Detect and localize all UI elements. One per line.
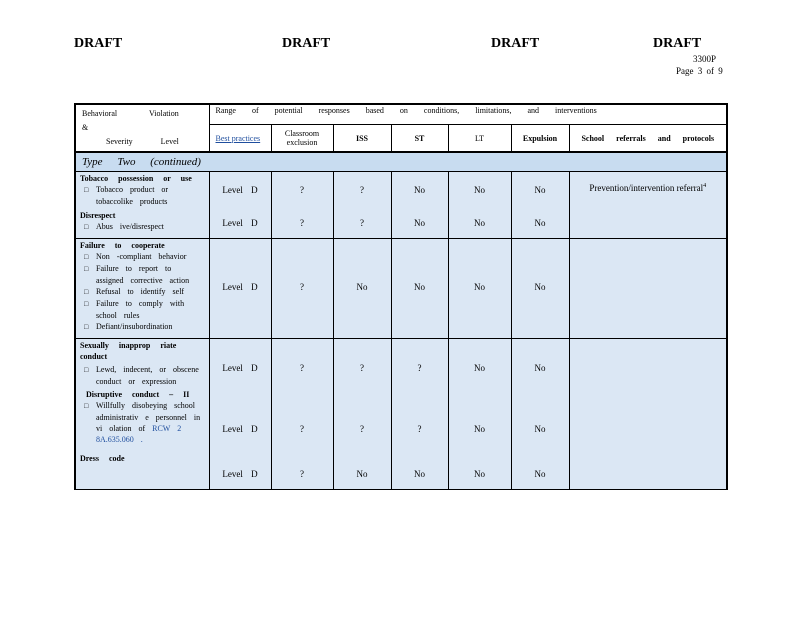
rcw-reference: RCW 2 8A.635.060 . [96,424,182,444]
disruptive-iss: ? [360,424,364,434]
col-st: ST [391,125,448,153]
row1-best-practices-cell [209,172,271,239]
row1-lt-cell [448,172,511,239]
dress-code-title: Dress code [80,454,125,463]
row2-st-cell [391,239,448,339]
failure-level: Level D [222,282,258,292]
row1-behavior-cell [75,172,209,239]
col-iss: ISS [333,125,391,153]
row3-expulsion-cell [511,339,569,490]
col-classroom-exclusion: Classroom exclusion [271,125,333,153]
sexual-conduct-st: ? [417,363,422,373]
draft-label-1: DRAFT [74,36,123,51]
dress-code-expulsion: No [534,469,546,479]
tobacco-st: No [414,185,425,195]
col-expulsion: Expulsion [511,125,569,153]
sexual-conduct-lt: No [474,363,485,373]
referral-text: Prevention/intervention referral [589,183,704,193]
range-header: Range of potential responses based on conditions, limitations, and interventions [209,104,727,125]
page-info: Page 3 of 9 [676,66,723,76]
row3-behavior-cell [75,339,209,490]
row1-referrals-cell [569,172,727,239]
row2-lt-cell [448,239,511,339]
row3-iss-cell [333,339,391,490]
row3-referrals-cell [569,339,727,490]
failure-item-3: □ Refusal to identify self [80,286,205,298]
failure-classroom: ? [300,282,304,292]
behavior-header-cell [75,104,209,152]
row2-classroom-cell [271,239,333,339]
failure-title: Failure to cooperate [80,241,165,250]
dress-code-lt: No [474,469,485,479]
failure-item-1: □ Non -compliant behavior [80,251,205,263]
disrespect-classroom: ? [300,218,304,228]
row2-expulsion-cell [511,239,569,339]
row3-lt-cell [448,339,511,490]
row2-best-practices-cell [209,239,271,339]
failure-expulsion: No [534,282,546,292]
disruptive-lt: No [474,424,485,434]
disruptive-level: Level D [222,424,258,434]
draft-label-4: DRAFT [653,36,702,51]
tobacco-title: Tobacco possession or use [80,174,192,183]
disrespect-iss: ? [360,218,364,228]
disrespect-st: No [414,218,425,228]
failure-lt: No [474,282,485,292]
disrespect-expulsion: No [534,218,546,228]
disruptive-item-text: Willfully disobeying school administrativ e personnel in vi olation of [96,401,201,433]
row1-expulsion-cell [511,172,569,239]
disrespect-item: □ Abus ive/disrespect [80,221,205,233]
dress-code-iss: No [356,469,368,479]
row3-st-cell [391,339,448,490]
failure-item-4: □ Failure to comply with school rules [80,298,205,321]
discipline-table [74,103,728,490]
row3-best-practices-cell [209,339,271,490]
sexual-conduct-iss: ? [360,363,364,373]
behavior-header-line2: Severity Level [106,137,179,146]
tobacco-expulsion: No [534,185,546,195]
tobacco-classroom: ? [300,185,304,195]
behavior-header-line1: Behavioral Violation & [82,109,179,132]
disruptive-st: ? [417,424,422,434]
tobacco-level: Level D [222,185,258,195]
failure-item-5: □ Defiant/insubordination [80,321,205,333]
disruptive-item [80,400,205,445]
row2-referrals-cell [569,239,727,339]
failure-iss: No [356,282,368,292]
row2-iss-cell [333,239,391,339]
tobacco-iss: ? [360,185,364,195]
document-number: 3300P [693,54,717,64]
sexual-conduct-item: □ Lewd, indecent, or obscene conduct or expression [80,364,205,387]
disrespect-title: Disrespect [80,211,116,220]
row3-classroom-cell [271,339,333,490]
tobacco-lt: No [474,185,485,195]
failure-st: No [414,282,425,292]
sexual-conduct-classroom: ? [300,363,304,373]
col-best-practices: Best practices [209,125,271,153]
dress-code-level: Level D [222,469,258,479]
disruptive-title: Disruptive conduct – II [86,390,190,399]
draft-label-3: DRAFT [491,36,540,51]
row1-st-cell [391,172,448,239]
row2-behavior-cell [75,239,209,339]
col-school-referrals: School referrals and protocols [569,125,727,153]
failure-item-2: □ Failure to report to assigned corrective action [80,263,205,286]
disrespect-level: Level D [222,218,258,228]
referral-footnote-mark: 4 [703,183,707,189]
row1-iss-cell [333,172,391,239]
disruptive-expulsion: No [534,424,546,434]
col-lt: LT [448,125,511,153]
sexual-conduct-expulsion: No [534,363,546,373]
dress-code-st: No [414,469,425,479]
tobacco-item: □ Tobacco product or tobaccolike products [80,184,205,207]
disruptive-classroom: ? [300,424,304,434]
dress-code-classroom: ? [300,469,304,479]
draft-label-2: DRAFT [282,36,331,51]
row1-classroom-cell [271,172,333,239]
sexual-conduct-level: Level D [222,363,258,373]
type-label: Type Two (continued) [75,152,727,172]
disrespect-lt: No [474,218,485,228]
sexual-conduct-title: Sexually inapprop riate conduct [80,341,177,361]
